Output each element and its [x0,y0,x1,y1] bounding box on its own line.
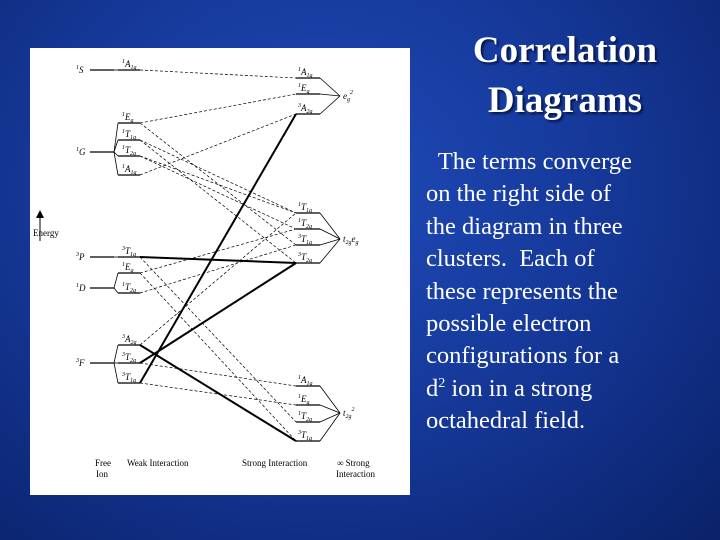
weak-field-label: $^1T_{2g}$ [122,145,137,157]
dashed-correlation-line [140,257,296,422]
dashed-correlation-line [140,229,296,273]
dashed-correlation-line [140,156,296,229]
correlation-diagram [30,48,410,495]
weak-field-label: $^3T_{1g}$ [122,246,137,258]
dashed-correlation-line [140,123,296,245]
strong-field-label: $^3T_{1g}$ [298,430,313,442]
body-line: possible electron [426,310,592,338]
config-connector [320,94,340,96]
energy-arrowhead [36,210,44,218]
free-ion-term-label: $^3$P [76,252,85,262]
term-connector [114,363,118,383]
slide-body-text [426,146,711,438]
title-line-1: Correlation [472,30,658,71]
strong-field-label: $^1A_{1g}$ [298,67,313,79]
body-line: configurations for a [426,342,620,370]
weak-field-label: $^1A_{1g}$ [122,59,137,71]
d-superscript: 2 [438,375,446,391]
free-ion-term-label: $^1$S [76,65,84,75]
weak-field-label: $^1T_{2g}$ [122,282,137,294]
footer-strong: Strong Interaction [242,458,308,468]
footer-weak: Weak Interaction [127,458,189,468]
dashed-correlation-line [140,140,296,213]
body-line: these represents the [426,277,618,305]
footer-infinite-1: ∞ Strong [337,458,370,468]
dashed-correlation-line [140,114,296,175]
body-line: The terms converge [426,148,632,175]
config-connector [320,78,340,96]
strong-field-label: $^1E_g$ [298,83,310,95]
body-line: octahedral field. [426,407,586,435]
slide-title [430,26,700,126]
solid-correlation-line [140,345,296,441]
diagram-svg [30,48,410,495]
config-connector [320,229,340,239]
config-connector [320,213,340,239]
body-line: the diagram in three [426,212,623,240]
dashed-correlation-line [140,156,296,213]
title-line-2: Diagrams [487,80,643,121]
weak-field-label: $^1A_{1g}$ [122,164,137,176]
free-ion-term-label: $^3$F [76,358,85,368]
term-connector [114,288,118,293]
term-connector [114,123,118,152]
free-ion-term-label: $^1$G [76,147,86,157]
weak-field-label: $^1E_g$ [122,112,134,124]
configuration-label: $e_g^2$ [343,90,353,103]
free-ion-term-label: $^1$D [76,283,86,293]
d2-rest: ion in a strong [445,374,593,402]
dashed-correlation-line [140,245,296,293]
strong-field-label: $^1T_{2g}$ [298,411,313,423]
strong-field-label: $^3T_{2g}$ [298,252,313,264]
weak-field-label: $^1T_{1g}$ [122,129,137,141]
body-line-d2 [426,373,711,405]
strong-field-label: $^1T_{2g}$ [298,218,313,230]
body-line: on the right side of [426,180,612,208]
term-connector [114,273,118,288]
footer-free-2: Ion [96,469,108,479]
config-connector [320,239,340,263]
config-connector [320,96,340,114]
footer-free-1: Free [95,458,111,468]
energy-label: Energy [33,228,59,238]
solid-correlation-line [140,257,296,263]
footer-infinite-2: Interaction [336,469,375,479]
weak-field-label: $^3T_{2g}$ [122,352,137,364]
dashed-correlation-line [140,140,296,263]
dashed-correlation-line [140,94,296,123]
weak-field-label: $^1E_g$ [122,262,134,274]
solid-correlation-line [140,263,296,363]
weak-field-label: $^3A_{2g}$ [122,334,137,346]
dashed-correlation-line [140,363,296,386]
configuration-label: $t_{2g}e_g$ [343,234,359,246]
weak-field-label: $^3T_{1g}$ [122,372,137,384]
d-letter: d [426,374,439,402]
body-line: clusters. Each of [426,245,595,273]
term-connector [114,345,118,363]
dashed-correlation-line [140,70,296,78]
dashed-correlation-line [140,273,296,441]
strong-field-label: $^3A_{2g}$ [298,103,313,115]
configuration-label: $t_{2g}^2$ [343,407,355,420]
strong-field-label: $^1A_{1g}$ [298,375,313,387]
strong-field-label: $^1E_g$ [298,394,310,406]
solid-correlation-line [140,114,296,383]
strong-field-label: $^1T_{1g}$ [298,202,313,214]
strong-field-label: $^3T_{1g}$ [298,234,313,246]
